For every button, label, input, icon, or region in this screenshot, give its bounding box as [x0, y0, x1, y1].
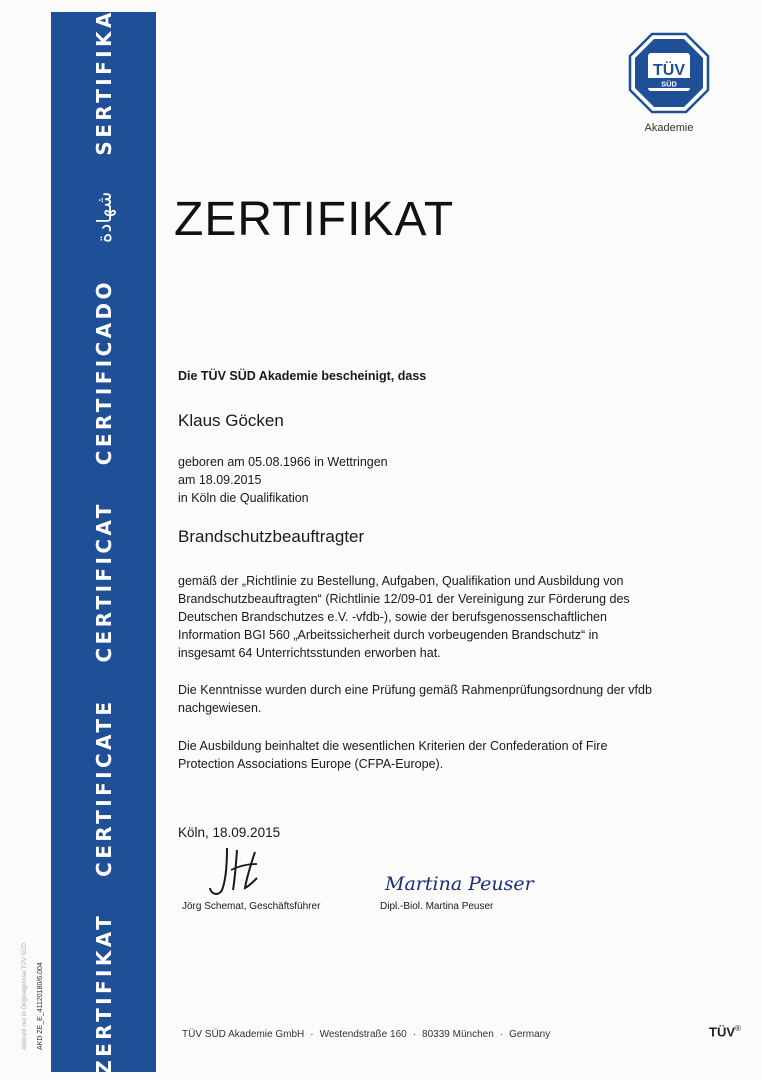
- signature-2: [383, 862, 534, 902]
- print-code: AKD ZE_E_41120180/6.004: [37, 962, 44, 1050]
- birth-info: [178, 453, 658, 507]
- qualification-title: Brandschutzbeauftragter: [178, 527, 365, 546]
- sidebar-word: شهادة: [91, 191, 116, 244]
- sidebar-word: SERTIFIKA: [91, 9, 116, 156]
- logo-band-text: SÜD: [661, 79, 677, 89]
- footer-street: Westendstraße 160: [319, 1029, 407, 1040]
- sidebar-word: CERTIFICADO: [91, 279, 116, 466]
- recipient-name: Klaus Göcken: [178, 411, 284, 430]
- footer-address: TÜV SÜD Akademie GmbH · Westendstraße 160 · 80339 München · Germany: [182, 1029, 551, 1040]
- signature-1: [205, 840, 275, 900]
- cfpa-statement: Die Ausbildung beinhaltet die wesentlichen Kriterien der Confederation of Fire Protection Associations Europe (CFPA-Europe).: [178, 739, 608, 771]
- exam-statement: Die Kenntnisse wurden durch eine Prüfung gemäß Rahmenprüfungsordnung der vfdb nachgewiesen.: [178, 683, 652, 715]
- footer-city: 80339 München: [422, 1029, 494, 1040]
- signature-2-text: Martina Peuser: [385, 873, 534, 895]
- certificate-sidebar-band: [51, 9, 156, 1075]
- intro-line: Die TÜV SÜD Akademie bescheinigt, dass: [178, 369, 427, 383]
- signer-2-name: Dipl.-Biol. Martina Peuser: [380, 901, 494, 912]
- logo-subtitle: Akademie: [644, 122, 694, 134]
- signer-1-name: Jörg Schemat, Geschäftsführer: [182, 901, 321, 912]
- tuv-sud-logo: [628, 32, 710, 114]
- birth-line: in Köln die Qualifikation: [178, 491, 309, 505]
- place-date: Köln, 18.09.2015: [178, 825, 281, 840]
- footer-tuv-logo: TÜV®: [709, 1024, 741, 1040]
- birth-line: am 18.09.2015: [178, 473, 262, 487]
- certificate-title: ZERTIFIKAT: [174, 193, 455, 246]
- footer-company: TÜV SÜD Akademie GmbH: [182, 1029, 305, 1040]
- sidebar-word: ZERTIFIKAT: [91, 912, 116, 1075]
- sidebar-word: CERTIFICATE: [91, 698, 116, 877]
- sidebar-multilingual-text: [84, 9, 124, 1075]
- print-code-faint: Abdruck nur in Originalgrösse TÜV SÜD: [22, 943, 28, 1050]
- birth-line: geboren am 05.08.1966 in Wettringen: [178, 455, 388, 469]
- footer-country: Germany: [509, 1029, 551, 1040]
- sidebar-word: CERTIFICAT: [91, 501, 116, 663]
- logo-main-text: TÜV: [653, 62, 685, 79]
- qualification-description: gemäß der „Richtlinie zu Bestellung, Aufgaben, Qualifikation und Ausbildung von Brandschutzbeauftragten“ (Richtlinie 12/09-01 der Vereinigung zur Förderung des Deutschen Brandschutzes e.V. -vfdb-), sowie der berufsgenossenschaftlichen Information BGI 560 „Arbeitssicherheit durch vorbeugenden Brandschutz“ in insgesamt 64 Unterrichtsstunden erworben hat.: [178, 574, 630, 660]
